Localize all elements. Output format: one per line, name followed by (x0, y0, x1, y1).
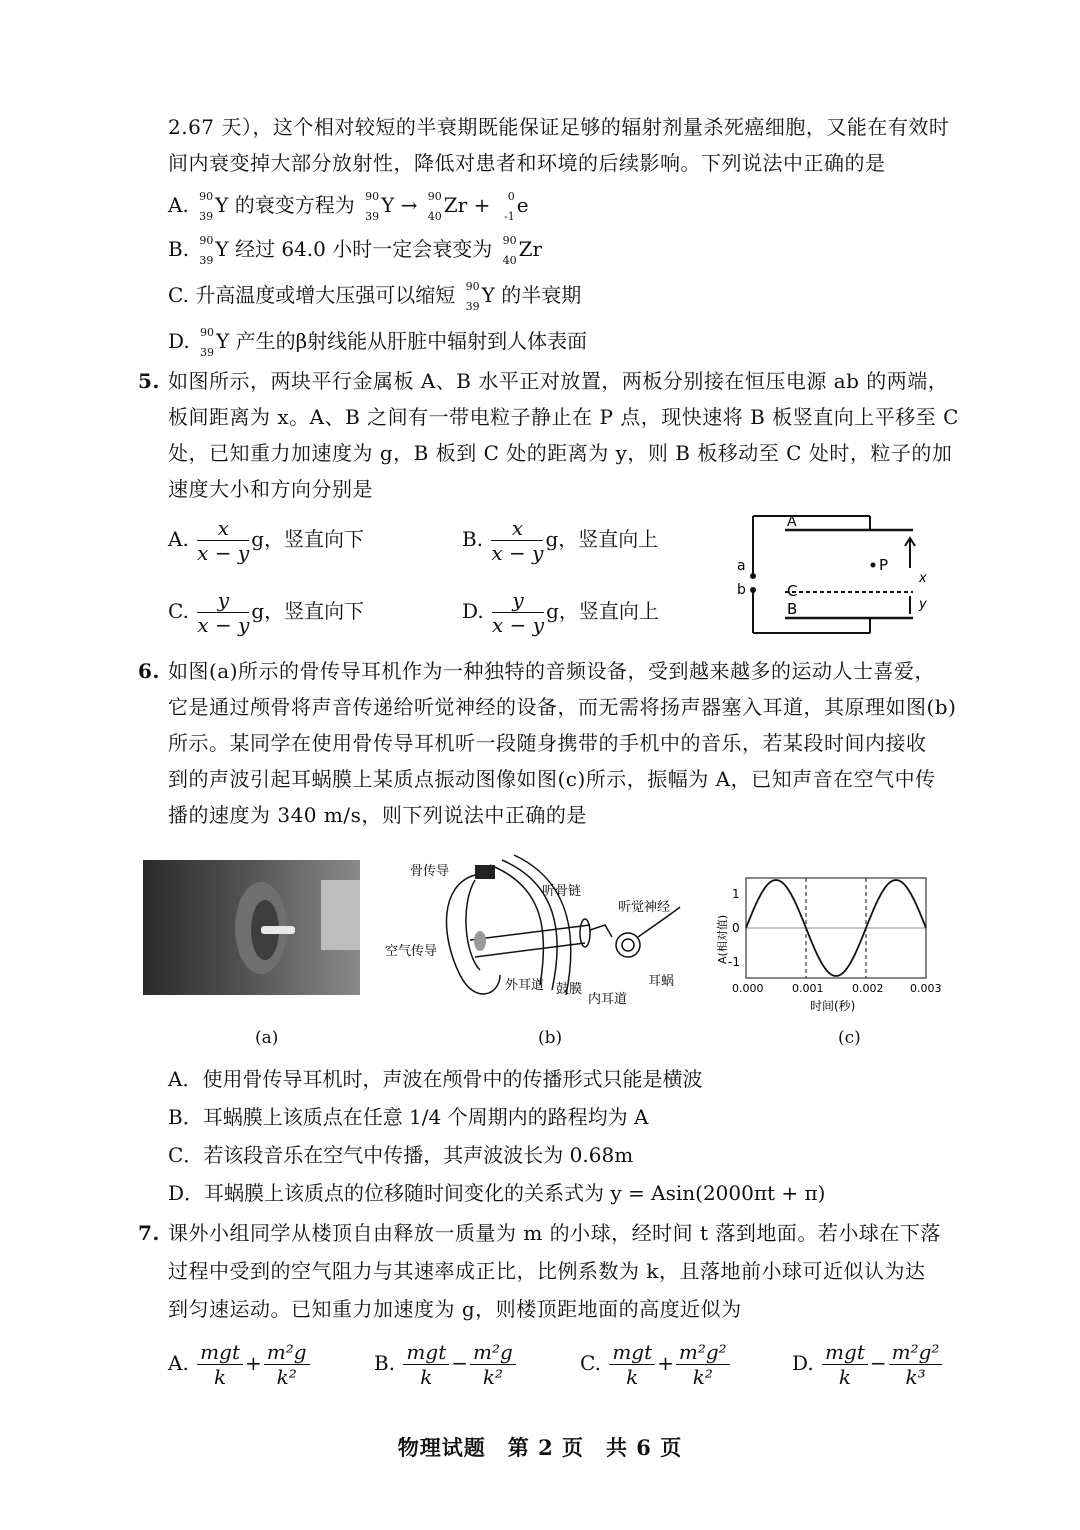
label-inner-canal: 内耳道 (588, 992, 628, 1007)
operator: + (657, 1351, 674, 1375)
caption-c: (c) (838, 1028, 861, 1048)
label-bone: 骨传导 (410, 864, 450, 879)
fraction-numerator: mgt (403, 1340, 449, 1365)
ytick: 1 (732, 887, 740, 901)
q6-option-a[interactable]: A．使用骨传导耳机时，声波在颅骨中的传播形式只能是横波 (168, 1067, 703, 1091)
ear-canal-top (470, 925, 590, 940)
q6-line-5: 播的速度为 340 m/s，则下列说法中正确的是 (168, 803, 587, 827)
xtick: 0.002 (852, 982, 884, 995)
operator: − (869, 1351, 887, 1375)
fraction-denominator: k² (692, 1365, 713, 1389)
label-plate-a: A (787, 514, 797, 530)
q5-line-4: 速度大小和方向分别是 (168, 477, 373, 501)
fraction-numerator: m²g² (676, 1340, 730, 1365)
label-y: y (919, 597, 927, 612)
fraction-numerator: mgt (609, 1340, 655, 1365)
q5-number: 5. (138, 369, 160, 393)
fraction-denominator: k (626, 1365, 639, 1389)
q5-line-1: 如图所示，两块平行金属板 A、B 水平正对放置，两板分别接在恒压电源 ab 的两端， (168, 369, 949, 393)
xtick: 0.000 (732, 982, 764, 995)
fraction-numerator: mgt (197, 1340, 243, 1365)
label-p: P (879, 556, 889, 574)
option-text: Zr + (443, 193, 491, 217)
q6-line-1: 如图(a)所示的骨传导耳机作为一种独特的音频设备，受到越来越多的运动人士喜爱， (168, 659, 936, 683)
option-label: C. (580, 1351, 601, 1375)
q6-line-2: 它是通过颅骨将声音传递给听觉神经的设备，而无需将扬声器塞入耳道，其原理如图(b) (168, 695, 957, 719)
terminal-b (750, 587, 756, 593)
option-label: B. (168, 237, 190, 261)
operator: − (451, 1351, 468, 1375)
q6-option-d[interactable]: D．耳蜗膜上该质点的位移随时间变化的关系式为 y = Asin(2000πt + π) (168, 1181, 826, 1205)
q5-option-d[interactable] (462, 588, 659, 637)
air-conduction-source (474, 931, 486, 951)
fraction-denominator: x − y (491, 541, 544, 565)
q6-earphone-photo (143, 860, 360, 995)
option-text: g，竖直向下 (251, 527, 365, 551)
option-text: Y → (381, 193, 418, 217)
q4-option-b[interactable]: B. 90 39 Y 经过 64.0 小时一定会衰变为 90 40 Zr (168, 233, 543, 267)
ear-canal-bottom (475, 943, 585, 957)
xtick: 0.003 (910, 982, 942, 995)
q6-option-c[interactable]: C．若该段音乐在空气中传播，其声波波长为 0.68m (168, 1143, 634, 1167)
fraction-numerator: y (197, 588, 249, 613)
option-label: C. (168, 599, 189, 623)
option-label: D. (168, 329, 190, 353)
option-label: D. (462, 599, 484, 623)
fraction-denominator: k³ (905, 1365, 926, 1389)
label-b: b (737, 582, 746, 598)
option-text: g，竖直向上 (546, 599, 659, 623)
particle-p (871, 563, 876, 568)
option-label: A. (168, 527, 189, 551)
q6-line-3: 所示。某同学在使用骨传导耳机听一段随身携带的手机中的音乐，若某段时间内接收 (168, 731, 927, 755)
q6-number: 6. (138, 659, 160, 683)
q4-line-2: 间内衰变掉大部分放射性，降低对患者和环境的后续影响。下列说法中正确的是 (168, 151, 886, 175)
terminal-a (750, 573, 756, 579)
label-x: x (919, 571, 927, 586)
cochlea (616, 933, 640, 957)
q7-option-c[interactable] (580, 1340, 732, 1389)
fraction-numerator: m²g (264, 1340, 310, 1365)
fraction-numerator: x (491, 516, 543, 541)
label-cochlea: 耳蜗 (648, 974, 675, 989)
label-outer-canal: 外耳道 (505, 978, 545, 993)
option-label: B. (462, 527, 484, 551)
option-label: B. (374, 1351, 396, 1375)
earphone-icon (261, 926, 295, 934)
option-text: 升高温度或增大压强可以缩短 (195, 283, 456, 307)
caption-b: (b) (538, 1028, 563, 1048)
q7-number: 7. (138, 1221, 160, 1245)
fraction-denominator: k (420, 1365, 433, 1389)
q4-line-1: 2.67 天），这个相对较短的半衰期既能保证足够的辐射剂量杀死癌细胞，又能在有效时 (168, 115, 950, 139)
option-text: 的衰变方程为 (234, 193, 355, 217)
q5-option-b[interactable] (462, 516, 658, 565)
option-text: Zr (518, 237, 543, 261)
option-text: Y 产生的β射线能从肝脏中辐射到人体表面 (216, 329, 588, 353)
ytick: -1 (728, 955, 740, 969)
page-footer: 物理试题 第 2 页 共 6 页 (397, 1435, 683, 1460)
operator: + (244, 1351, 262, 1375)
q6-line-4: 到的声波引起耳蜗膜上某质点振动图像如图(c)所示，振幅为 A，已知声音在空气中传 (168, 767, 936, 791)
q7-option-b[interactable] (374, 1340, 518, 1389)
option-label: A. (168, 193, 189, 217)
label-nerve: 听觉神经 (618, 900, 671, 915)
option-label: C. (168, 283, 189, 307)
fraction-numerator: mgt (822, 1340, 868, 1365)
fraction-denominator: x − y (492, 613, 545, 637)
skull-arc-2 (502, 860, 557, 990)
label-eardrum: 鼓膜 (556, 982, 583, 997)
q7-line-3: 到匀速运动。已知重力加速度为 g，则楼顶距地面的高度近似为 (168, 1297, 742, 1321)
option-label: D. (792, 1351, 814, 1375)
q4-option-a[interactable]: A. 90 39 Y 的衰变方程为 90 39 Y → 90 40 Zr + 0 -1 e (168, 189, 529, 223)
q5-option-c[interactable] (168, 588, 364, 637)
label-ossicles: 听骨链 (542, 884, 582, 899)
fraction-numerator: m²g (470, 1340, 516, 1365)
caption-a: (a) (255, 1028, 279, 1048)
q4-option-c[interactable]: C. 升高温度或增大压强可以缩短 90 39 Y 的半衰期 (168, 279, 582, 313)
q5-line-2: 板间距离为 x。A、B 之间有一带电粒子静止在 P 点，现快速将 B 板竖直向上平移至 C (168, 405, 959, 429)
ossicles (590, 925, 612, 937)
q6-option-b[interactable]: B．耳蜗膜上该质点在任意 1/4 个周期内的路程均为 A (168, 1105, 649, 1129)
xtick: 0.001 (792, 982, 824, 995)
option-text: g，竖直向下 (251, 599, 365, 623)
label-a: a (737, 558, 746, 574)
fraction-numerator: m²g² (889, 1340, 943, 1365)
q6-ear-diagram (380, 845, 710, 1015)
label-c: C (787, 582, 798, 600)
label-plate-b: B (787, 600, 798, 618)
fraction-denominator: x − y (197, 541, 250, 565)
q6-vibration-graph (718, 868, 948, 1018)
fraction-numerator: y (492, 588, 544, 613)
q7-line-2: 过程中受到的空气阻力与其速率成正比，比例系数为 k，且落地前小球可近似认为达 (168, 1259, 926, 1283)
label-air: 空气传导 (385, 944, 438, 959)
fraction-denominator: k² (482, 1365, 503, 1389)
y-axis-label: A(相对值) (716, 914, 729, 964)
fraction-denominator: x − y (197, 613, 250, 637)
q7-line-1: 课外小组同学从楼顶自由释放一质量为 m 的小球，经时间 t 落到地面。若小球在下落 (168, 1221, 941, 1245)
skull-arc-3 (514, 855, 571, 995)
ytick: 0 (732, 921, 740, 935)
q7-option-d[interactable] (792, 1340, 944, 1389)
q5-option-a[interactable] (168, 516, 364, 565)
option-text: e (516, 193, 529, 217)
fraction-denominator: k² (276, 1365, 297, 1389)
q5-line-3: 处，已知重力加速度为 g，B 板到 C 处的距离为 y，则 B 板移动至 C 处时，粒子的加 (168, 441, 953, 465)
bone-conduction-device (475, 865, 495, 879)
option-label: A. (168, 1351, 189, 1375)
q5-capacitor-figure (725, 508, 955, 638)
fraction-denominator: k (838, 1365, 852, 1389)
option-text: Y 的半衰期 (481, 283, 582, 307)
outer-ear-outline (446, 875, 500, 994)
q4-option-d[interactable]: D. 90 39 Y 产生的β射线能从肝脏中辐射到人体表面 (168, 325, 588, 359)
option-text: Y 经过 64.0 小时一定会衰变为 (215, 237, 493, 261)
eardrum (580, 919, 590, 947)
x-axis-label: 时间(秒) (810, 999, 856, 1013)
fraction-numerator: x (197, 516, 249, 541)
fraction-denominator: k (214, 1365, 227, 1389)
q7-option-a[interactable] (168, 1340, 312, 1389)
option-text: g，竖直向上 (545, 527, 659, 551)
